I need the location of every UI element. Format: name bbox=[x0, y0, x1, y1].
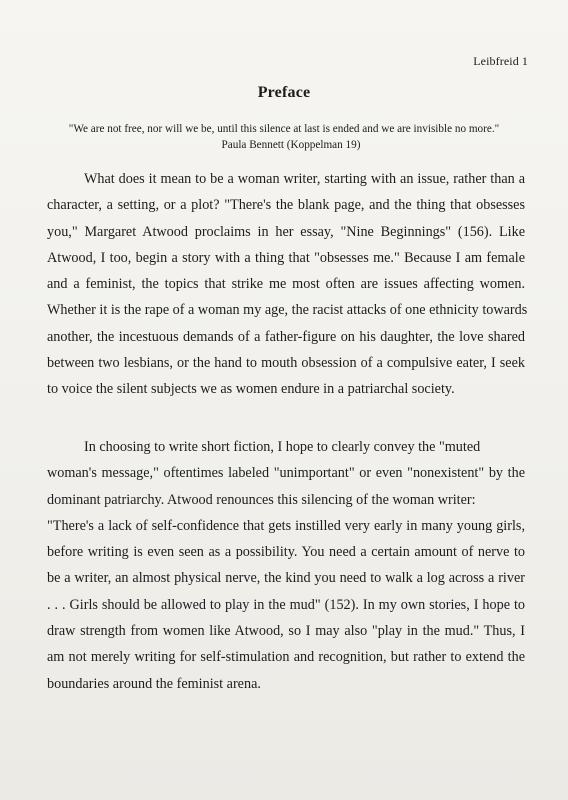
epigraph bbox=[40, 121, 528, 153]
paragraph-line: Whether it is the rape of a woman my age, the racist attacks of one ethnicity towards bbox=[47, 302, 528, 319]
running-head: Leibfreid 1 bbox=[473, 54, 528, 68]
paragraph-line: boundaries around the feminist arena. bbox=[47, 675, 261, 692]
paragraph-line: What does it mean to be a woman writer, starting with an issue, rather than a bbox=[84, 171, 525, 187]
paragraph-2 bbox=[47, 434, 525, 697]
paragraph-1 bbox=[47, 166, 528, 403]
epigraph-attribution: Paula Bennett (Koppelman 19) bbox=[221, 139, 361, 151]
page-title: Preface bbox=[257, 84, 311, 101]
paragraph-line: be a writer, an almost physical nerve, the kind you need to walk a log across a river bbox=[47, 570, 525, 587]
paragraph-line: dominant patriarchy. Atwood renounces this silencing of the woman writer: bbox=[47, 491, 476, 508]
paragraph-line: between two lesbians, or the hand to mouth obsession of a compulsive eater, I seek bbox=[47, 355, 525, 372]
paragraph-line: to voice the silent subjects we as women endure in a patriarchal society. bbox=[47, 381, 455, 398]
paragraph-line: Atwood, I too, begin a story with a thing that "obsesses me." Because I am female bbox=[47, 249, 525, 266]
paragraph-line: and a feminist, the topics that strike me most often are issues affecting women. bbox=[47, 276, 525, 293]
paragraph-line: In choosing to write short fiction, I hope to clearly convey the "muted bbox=[84, 439, 481, 455]
epigraph-quote: "We are not free, nor will we be, until this silence at last is ended and we are invisible no more." bbox=[68, 123, 500, 135]
paragraph-line: character, a setting, or a plot? "There's the blank page, and the thing that obsesses bbox=[47, 197, 525, 214]
paragraph-line: draw strength from women like Atwood, so I may also "play in the mud." Thus, I bbox=[47, 623, 525, 640]
paragraph-line: "There's a lack of self-confidence that gets instilled very early in many young girls, bbox=[47, 517, 525, 534]
paragraph-line: you," Margaret Atwood proclaims in her essay, "Nine Beginnings" (156). Like bbox=[47, 223, 525, 240]
paragraph-line: before writing is even seen as a possibility. You need a certain amount of nerve to bbox=[47, 544, 525, 561]
paragraph-line: . . . Girls should be allowed to play in the mud" (152). In my own stories, I hope to bbox=[47, 596, 525, 613]
paragraph-line: am not merely writing for self-stimulation and recognition, but rather to extend the bbox=[47, 649, 525, 666]
paragraph-line: another, the incestuous demands of a father-figure on his daughter, the love shared bbox=[47, 328, 525, 345]
paragraph-line: woman's message," oftentimes labeled "unimportant" or even "nonexistent" by the bbox=[47, 465, 525, 482]
